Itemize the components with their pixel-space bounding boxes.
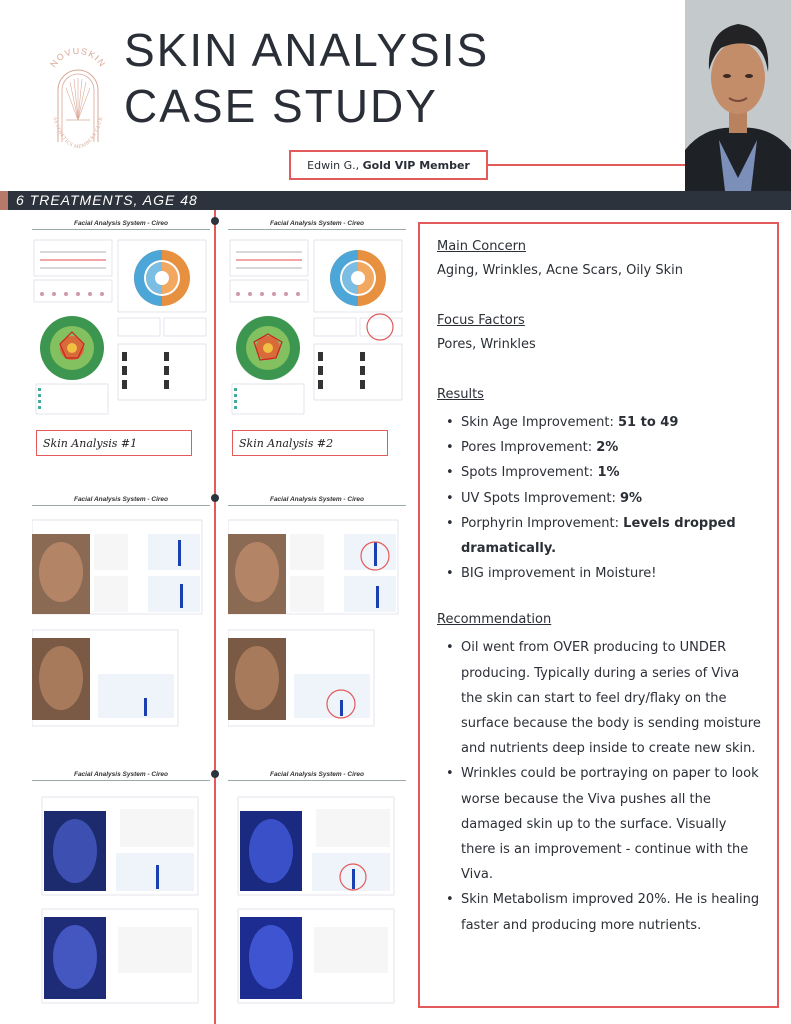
results-heading: Results [437,387,484,402]
timeline-dot [211,494,219,502]
result-item: • UV Spots Improvement: 9% [437,486,761,511]
member-badge [289,150,488,180]
uv-porphyrin-graphics [32,791,210,1011]
pores-spots-graphics [32,514,210,734]
recommendation-item: • Skin Metabolism improved 20%. He is healing faster and producing more nutrients. [437,887,761,937]
recommendation-list [437,635,761,937]
timeline-line [214,210,216,1024]
focus-factors-heading: Focus Factors [437,313,525,328]
signature-box-1: Skin Analysis #1 [36,430,192,456]
treatments-banner [0,191,791,210]
pores-spots-graphics [228,514,406,734]
main-concern-heading: Main Concern [437,239,526,254]
results-list [437,410,761,586]
report-1-uv-porphyrin [32,771,210,1019]
result-item: • Spots Improvement: 1% [437,460,761,485]
page-title [124,22,489,134]
report-2-overview [228,220,406,470]
overview-graphics [228,236,406,416]
overview-graphics [32,236,210,416]
timeline-dot [211,770,219,778]
report-2-pores-spots [228,496,406,744]
title-line-2: CASE STUDY [124,80,438,132]
report-title: Facial Analysis System - Cireo [228,220,406,230]
signature-box-2: Skin Analysis #2 [232,430,388,456]
recommendation-item: • Oil went from OVER producing to UNDER producing. Typically during a series of Viva the skin can start to feel dry/flaky on the surface because the body is sending moisture and nutrients deep inside to create new skin. [437,635,761,761]
svg-text:AESTHETICS MEMBERS CLUB: AESTHETICS MEMBERS CLUB [51,116,105,151]
timeline-dot [211,217,219,225]
focus-factors-text: Pores, Wrinkles [437,337,536,352]
novuskin-logo [44,24,112,164]
uv-porphyrin-graphics [228,791,406,1011]
member-photo [685,0,791,191]
report-title: Facial Analysis System - Cireo [228,771,406,781]
main-concern-text: Aging, Wrinkles, Acne Scars, Oily Skin [437,263,683,278]
report-title: Facial Analysis System - Cireo [32,496,210,506]
result-item: • Pores Improvement: 2% [437,435,761,460]
result-item: • Skin Age Improvement: 51 to 49 [437,410,761,435]
result-item: • Porphyrin Improvement: Levels dropped dramatically. [437,511,761,561]
report-title: Facial Analysis System - Cireo [32,220,210,230]
case-summary-box [418,222,779,1008]
report-1-overview [32,220,210,470]
recommendation-heading: Recommendation [437,612,552,628]
member-level: Gold VIP Member [362,158,470,172]
title-line-1: SKIN ANALYSIS [124,24,490,76]
result-item: • BIG improvement in Moisture! [437,561,761,586]
banner-text: 6 TREATMENTS, AGE 48 [16,192,198,208]
member-name: Edwin G., [307,158,360,172]
recommendation-item: • Wrinkles could be portraying on paper to look worse because the Viva pushes all the damaged skin up to the surface. Visually there is an improvement - continue with the Viva. [437,761,761,887]
banner-accent [0,191,8,210]
accent-line [488,164,685,166]
svg-text:NOVUSKIN: NOVUSKIN [48,45,108,70]
report-2-uv-porphyrin [228,771,406,1019]
report-title: Facial Analysis System - Cireo [32,771,210,781]
report-title: Facial Analysis System - Cireo [228,496,406,506]
report-1-pores-spots [32,496,210,744]
